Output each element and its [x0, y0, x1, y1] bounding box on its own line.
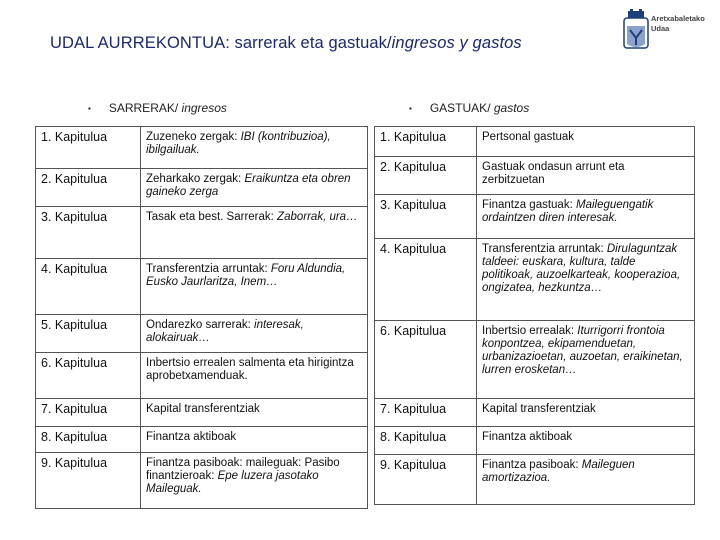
chapter-cell: 9. Kapitulua	[375, 455, 477, 505]
description-cell	[141, 353, 368, 399]
chapter-cell: 1. Kapitulua	[36, 127, 141, 169]
table-row	[36, 259, 368, 315]
table-row	[375, 321, 695, 399]
table-row	[36, 453, 368, 509]
description-cell	[141, 259, 368, 315]
description-plain: Ondarezko sarrerak:	[146, 319, 255, 331]
income-table	[35, 126, 368, 509]
expense-heading	[409, 101, 529, 115]
description-cell	[477, 157, 695, 195]
description-cell	[141, 427, 368, 453]
chapter-cell: 3. Kapitulua	[36, 207, 141, 259]
description-italic: Epe luzera jasotako Maileguak.	[146, 470, 319, 495]
page-title-main: UDAL AURREKONTUA: sarrerak eta gastuak/	[50, 34, 392, 52]
description-cell	[141, 169, 368, 207]
description-cell	[477, 399, 695, 427]
chapter-cell: 2. Kapitulua	[375, 157, 477, 195]
description-italic: Zaborrak, ura…	[277, 211, 358, 223]
description-plain: Pertsonal gastuak	[482, 131, 575, 143]
chapter-cell: 8. Kapitulua	[375, 427, 477, 455]
table-row	[375, 157, 695, 195]
chapter-cell: 9. Kapitulua	[36, 453, 141, 509]
description-plain: Kapital transferentziak	[482, 403, 596, 415]
chapter-cell: 3. Kapitulua	[375, 195, 477, 239]
description-cell	[477, 195, 695, 239]
table-row	[36, 169, 368, 207]
chapter-cell: 7. Kapitulua	[375, 399, 477, 427]
description-plain: Inbertsio errealen salmenta eta hirigintza aprobetxamenduak.	[146, 357, 354, 382]
chapter-cell: 4. Kapitulua	[375, 239, 477, 321]
description-italic: interesak, alokairuak…	[146, 319, 304, 344]
description-cell	[141, 127, 368, 169]
bullet-icon: ▪	[409, 104, 412, 113]
page-title-italic: ingresos y gastos	[391, 34, 522, 52]
table-row	[375, 127, 695, 157]
table-row	[375, 195, 695, 239]
table-row	[36, 353, 368, 399]
table-row	[36, 127, 368, 169]
description-cell	[141, 315, 368, 353]
description-plain: Finantza pasiboak:	[482, 459, 582, 471]
description-plain: Zuzeneko zergak:	[146, 131, 241, 143]
logo-line-2: Udaa	[651, 24, 670, 33]
description-plain: Kapital transferentziak	[146, 403, 260, 415]
expense-table	[374, 126, 695, 505]
chapter-cell: 4. Kapitulua	[36, 259, 141, 315]
chapter-cell: 2. Kapitulua	[36, 169, 141, 207]
description-italic: Dirulaguntzak taldeei: euskara, kultura, talde politikoak, auzoelkarteak, kooperazioa, ongizatea, hezkuntza…	[482, 243, 681, 294]
description-italic: IBI (kontribuzioa), ibilgailuak.	[146, 131, 331, 156]
description-plain: Inbertsio errealak:	[482, 325, 578, 337]
description-italic: Foru Aldundia, Eusko Jaurlaritza, Inem…	[146, 263, 346, 288]
description-cell	[477, 427, 695, 455]
description-plain: Finantza pasiboak: maileguak: Pasibo finantzieroak:	[146, 457, 340, 482]
description-cell	[477, 321, 695, 399]
description-plain: Transferentzia arruntak:	[482, 243, 607, 255]
income-heading-label: SARRERAK/	[108, 101, 179, 115]
description-cell	[477, 455, 695, 505]
expense-heading-label: GASTUAK/	[429, 101, 491, 115]
description-plain: Gastuak ondasun arrunt eta zerbitzuetan	[482, 161, 625, 186]
chapter-cell: 7. Kapitulua	[36, 399, 141, 427]
page-title	[50, 34, 522, 53]
bullet-icon: ▪	[88, 104, 91, 113]
table-row	[36, 399, 368, 427]
description-cell	[477, 127, 695, 157]
table-row	[36, 207, 368, 259]
description-plain: Finantza aktiboak	[482, 431, 573, 443]
logo-wordmark	[651, 14, 705, 34]
description-plain: Tasak eta best. Sarrerak:	[146, 211, 278, 223]
chapter-cell: 1. Kapitulua	[375, 127, 477, 157]
description-cell	[141, 453, 368, 509]
income-heading-italic: ingresos	[181, 101, 227, 115]
description-cell	[477, 239, 695, 321]
description-italic: Maileguengatik ordaintzen diren interesak.	[482, 199, 654, 224]
chapter-cell: 6. Kapitulua	[375, 321, 477, 399]
description-plain: Zeharkako zergak:	[146, 173, 245, 185]
description-plain: Transferentzia arruntak:	[146, 263, 271, 275]
table-row	[375, 455, 695, 505]
table-row	[36, 315, 368, 353]
description-cell	[141, 207, 368, 259]
table-row	[375, 239, 695, 321]
description-italic: Iturrigorri frontoia konpontzea, ekipamenduetan, urbanizazioetan, auzoetan, eraikinetan, lurren erosketan…	[482, 325, 683, 376]
chapter-cell: 5. Kapitulua	[36, 315, 141, 353]
income-heading	[88, 101, 227, 115]
description-plain: Finantza aktiboak	[146, 431, 237, 443]
description-italic: Eraikuntza eta obren gaineko zerga	[146, 173, 351, 198]
table-row	[375, 399, 695, 427]
chapter-cell: 8. Kapitulua	[36, 427, 141, 453]
logo-line-1: Aretxabaletako	[651, 14, 705, 23]
expense-heading-italic: gastos	[493, 101, 530, 115]
table-row	[36, 427, 368, 453]
table-row	[375, 427, 695, 455]
description-italic: Maileguen amortizazioa.	[482, 459, 635, 484]
description-cell	[141, 399, 368, 427]
chapter-cell: 6. Kapitulua	[36, 353, 141, 399]
description-plain: Finantza gastuak:	[482, 199, 576, 211]
